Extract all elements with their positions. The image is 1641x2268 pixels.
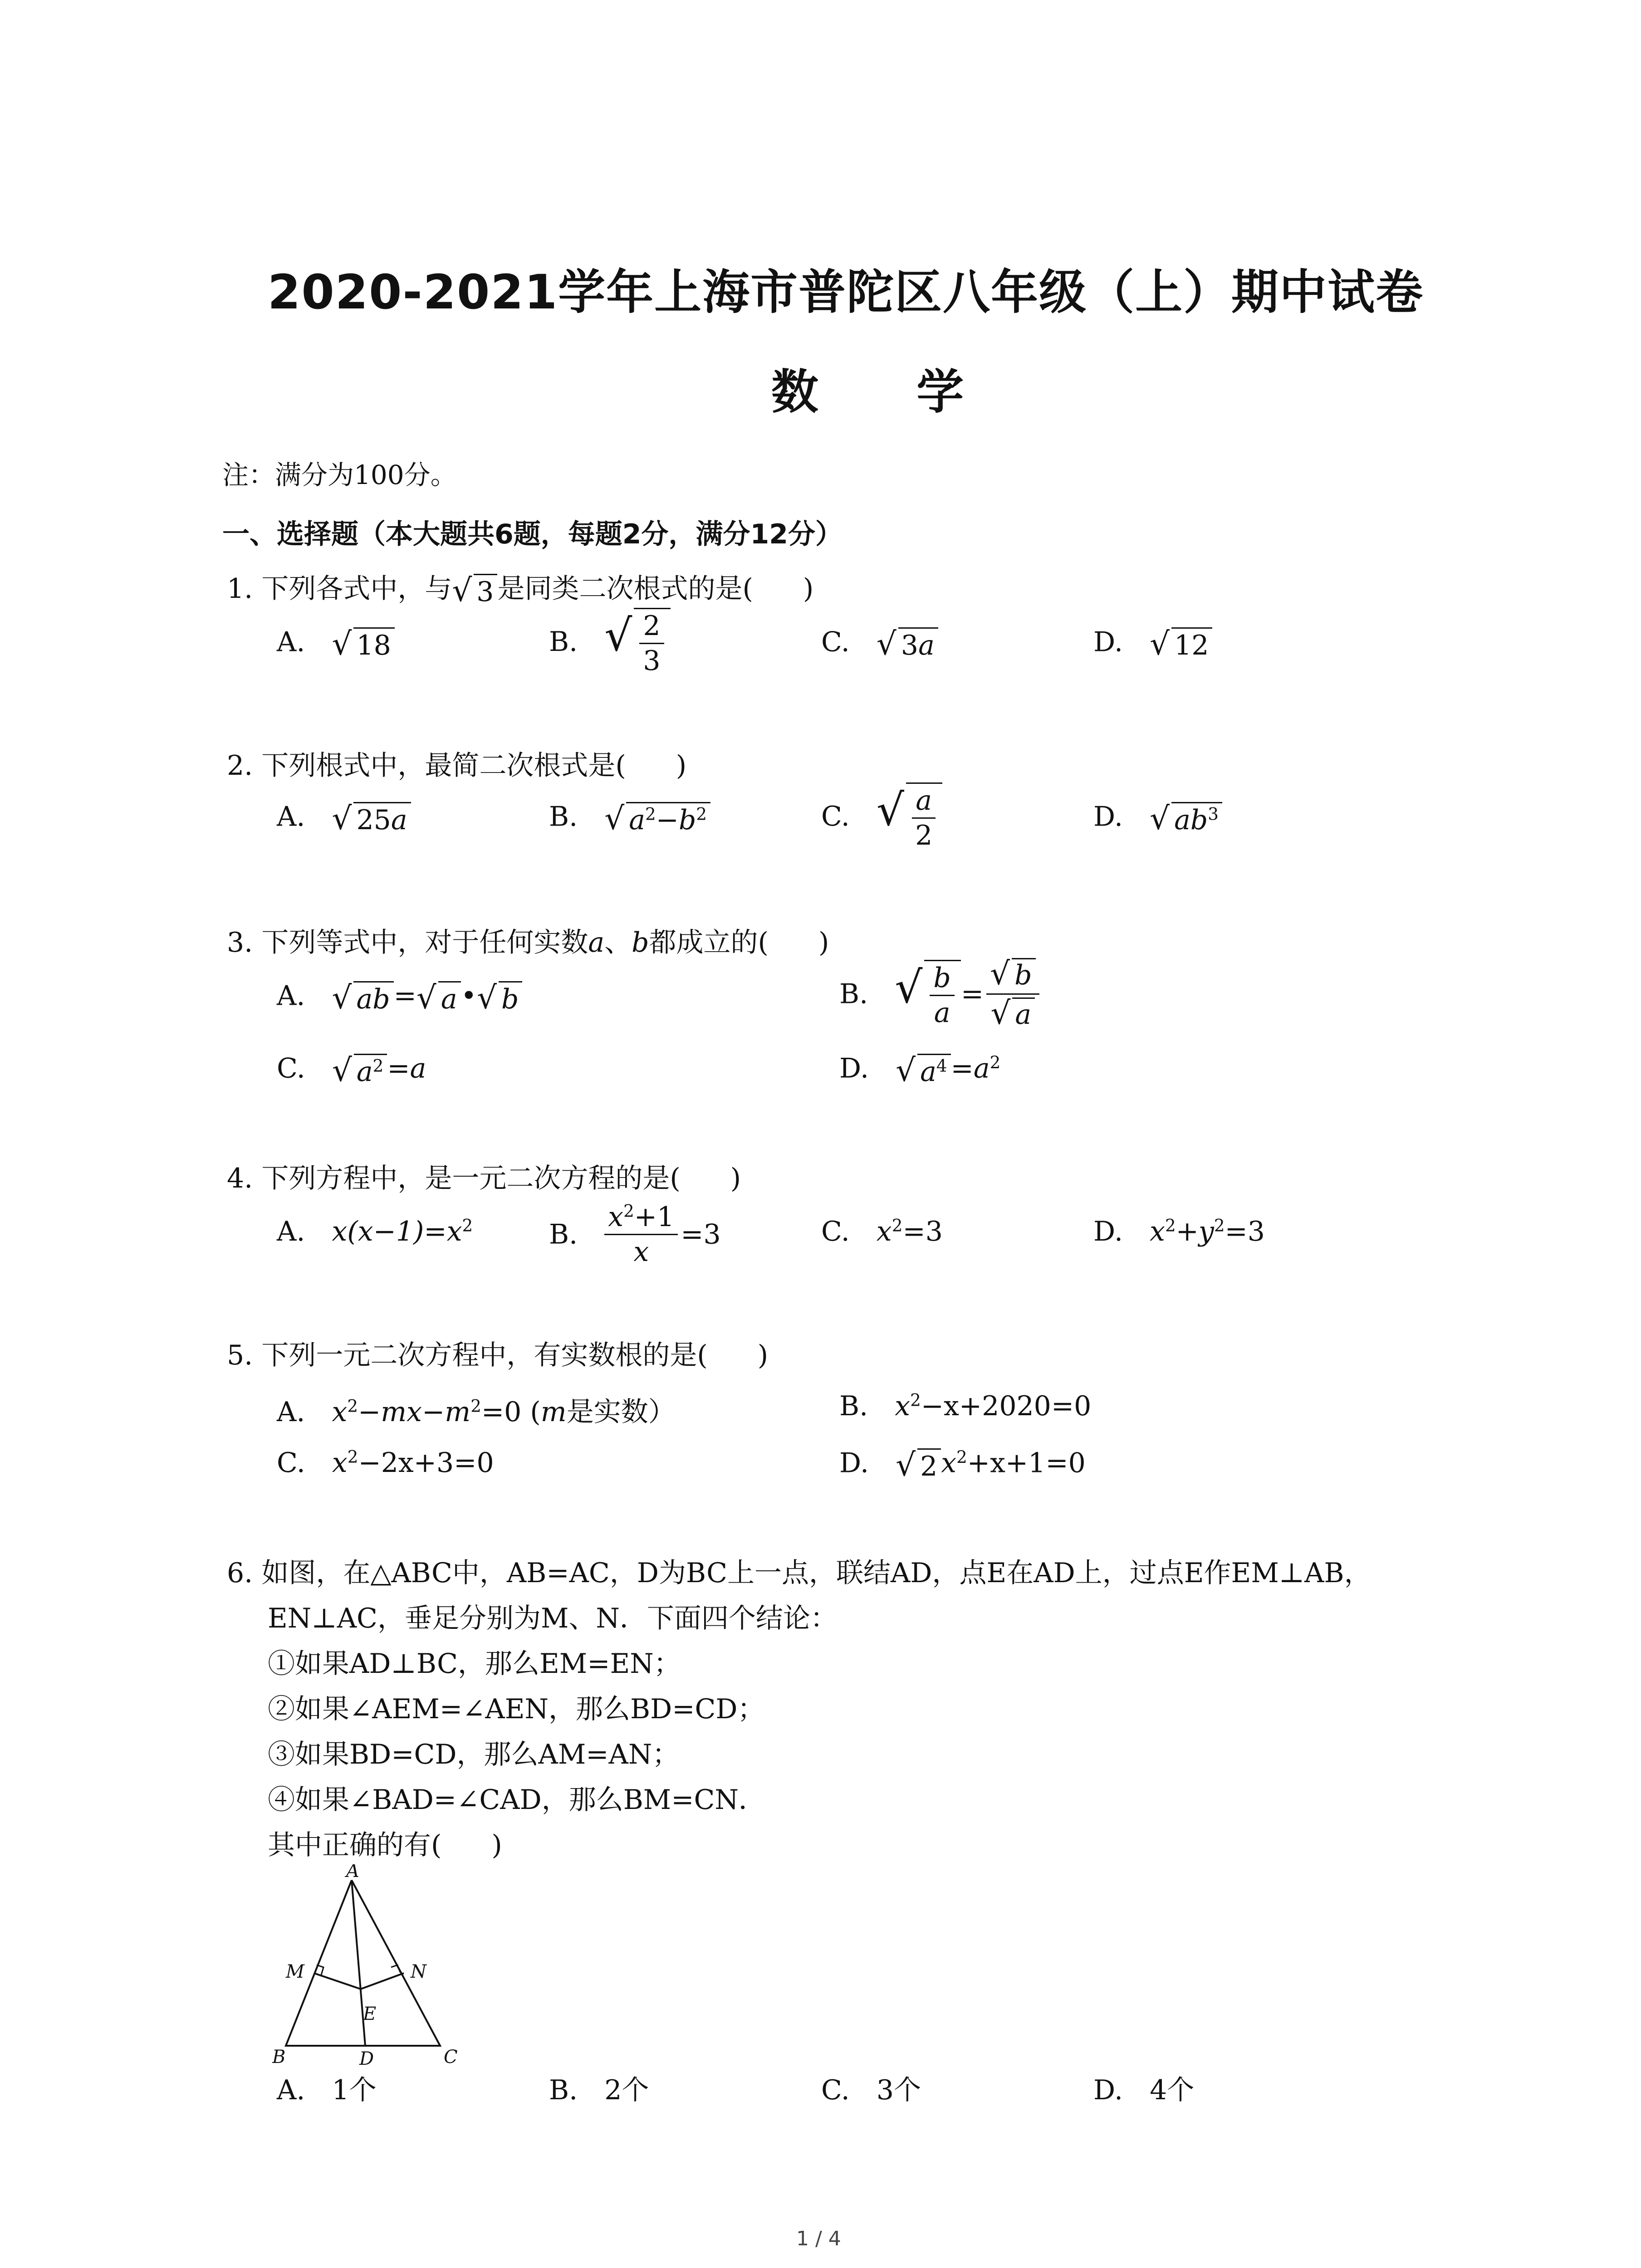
option-label: C. (821, 2074, 850, 2106)
option-label: A. (277, 626, 305, 658)
option-label: D. (1093, 801, 1123, 833)
q1-c-coef: 3 (901, 630, 919, 661)
q1-option-d[interactable] (1093, 626, 1212, 662)
option-label: C. (821, 801, 850, 832)
sqrt-a-squared: √ $a^2$ (332, 1052, 387, 1089)
q3-a-eq: = (393, 980, 416, 1012)
sqrt-a: √ a (416, 980, 461, 1016)
question-5-stem (227, 1334, 768, 1373)
sqrt-ab3: √ $ab^3$ (1150, 801, 1222, 837)
q3-stem-post: 都成立的( (649, 927, 769, 958)
q3-d-eq: =a (950, 1052, 990, 1085)
q1-d-radicand: 12 (1171, 627, 1212, 661)
q3-a-r2: b (501, 983, 519, 1015)
q4-b-fraction (604, 1202, 678, 1267)
option-label: D. (839, 1052, 869, 1085)
q5-b-exp: 2 (910, 1390, 921, 1410)
option-label: A. (277, 1396, 305, 1428)
sqrt-ab: √ ab (332, 980, 393, 1016)
question-6-line-1: 6. 如图，在△ABC中，AB=AC，D为BC上一点，联结AD，点E在AD上，过点E作EM⊥AB， (227, 1557, 1372, 1589)
q2-a-var: a (391, 804, 407, 836)
segment-en (361, 1973, 404, 1989)
q2-b-b-exp: 2 (696, 804, 707, 824)
q2-d-exp: 3 (1208, 804, 1219, 824)
triangle-figure (272, 1864, 463, 2073)
question-6-conclusion-2: ②如果∠AEM=∠AEN，那么BD=CD； (268, 1693, 765, 1725)
q6-close: ) (491, 1829, 502, 1861)
label-m: M (286, 1961, 304, 1982)
option-label: C. (277, 1447, 305, 1479)
question-3-stem (227, 921, 829, 960)
q1-option-b[interactable] (549, 608, 671, 676)
q5-d-x: x (941, 1447, 957, 1479)
q3-stem-b: b (632, 927, 649, 958)
q6-option-a[interactable] (277, 2068, 377, 2107)
q4-d-exp1: 2 (1165, 1215, 1176, 1236)
q5-option-a[interactable] (277, 1390, 676, 1429)
q3-option-c[interactable] (277, 1052, 426, 1089)
option-label: B. (549, 801, 578, 833)
q4-b-den: x (633, 1236, 649, 1268)
option-label: D. (839, 1447, 869, 1479)
q2-d-ab: ab (1174, 804, 1208, 836)
sqrt-3: √ 3 (452, 572, 497, 609)
q5-b-x: x (895, 1390, 911, 1422)
sqrt-2: √ 2 (896, 1447, 941, 1483)
option-label: B. (549, 1218, 578, 1251)
q3-stem-a: a (588, 927, 605, 958)
q5-d-rhs: +x+1=0 (967, 1447, 1086, 1479)
option-label: B. (549, 2074, 578, 2106)
q1-option-c[interactable] (821, 626, 938, 662)
q5-a-exp2: 2 (470, 1396, 481, 1416)
right-angle-n (391, 1965, 400, 1972)
q2-c-numerator: a (912, 786, 936, 819)
q2-option-c[interactable] (821, 782, 942, 850)
q5-d-radicand: 2 (917, 1448, 941, 1482)
question-1-stem (227, 567, 813, 609)
sqrt-b-over-sqrt-a: $\frac{√ b}{√ a}$ (986, 957, 1039, 1031)
q3-c-a: a (356, 1056, 373, 1088)
q4-close: ) (730, 1163, 741, 1194)
sqrt-3a: √ 3a (877, 626, 938, 662)
question-2-stem (227, 744, 686, 783)
q2-b-minus: − (656, 804, 679, 836)
q4-b-rhs: =3 (681, 1218, 721, 1251)
q3-b-rnum: b (1014, 959, 1032, 991)
q4-c-rhs: =3 (902, 1216, 943, 1247)
q2-option-b[interactable] (549, 801, 710, 837)
q5-a-m: m (540, 1396, 567, 1428)
q5-option-b[interactable] (839, 1390, 1091, 1422)
q4-stem-text: 4. 下列方程中，是一元二次方程的是( (227, 1163, 681, 1194)
option-text: 2个 (604, 2074, 649, 2106)
sqrt-two-thirds: √ $\frac{2}{3}$ (604, 608, 670, 676)
q4-option-d[interactable] (1093, 1216, 1265, 1247)
q3-option-d[interactable] (839, 1052, 1000, 1089)
question-6-conclusion-1: ①如果AD⊥BC，那么EM=EN； (268, 1648, 681, 1680)
option-label: C. (821, 626, 850, 658)
q5-d-exp: 2 (956, 1447, 967, 1467)
option-label: A. (277, 801, 305, 833)
q5-c-rhs: −2x+3=0 (358, 1447, 494, 1479)
q6-ask-text: 其中正确的有( (268, 1829, 442, 1861)
q4-b-num-x: x (608, 1201, 624, 1233)
q4-d-x: x (1150, 1216, 1165, 1247)
option-label: B. (839, 978, 868, 1010)
q3-option-a[interactable] (277, 980, 522, 1016)
q1-stem-radicand: 3 (474, 574, 497, 608)
q4-option-c[interactable] (821, 1216, 943, 1247)
q2-b-a: a (629, 804, 645, 836)
question-6-conclusion-4: ④如果∠BAD=∠CAD，那么BM=CN． (268, 1784, 766, 1816)
q4-c-x: x (876, 1216, 892, 1247)
segment-em (314, 1973, 361, 1989)
q3-d-rexp: 2 (989, 1052, 1001, 1073)
option-label: C. (277, 1052, 305, 1085)
q1-c-var: a (918, 630, 935, 661)
label-d: D (359, 2048, 374, 2069)
q5-a-x: x (332, 1396, 348, 1428)
sqrt-18: √ 18 (332, 626, 394, 662)
q4-a-expr: x(x−1)=x (332, 1216, 462, 1247)
q3-a-lhs: ab (356, 983, 390, 1015)
sqrt-12: √ 12 (1150, 626, 1212, 662)
q5-option-c[interactable] (277, 1447, 494, 1479)
q1-option-a[interactable] (277, 626, 395, 662)
q3-b-num: b (930, 963, 954, 996)
label-n: N (411, 1961, 426, 1982)
q4-option-a[interactable] (277, 1216, 473, 1247)
option-label: D. (1093, 626, 1123, 658)
q3-b-rden: a (1015, 998, 1032, 1031)
sqrt-25a: √ 25a (332, 801, 411, 837)
q3-option-b[interactable] (839, 957, 1042, 1031)
q3-c-rhs: =a (387, 1052, 426, 1085)
q3-b-eq: = (960, 978, 984, 1010)
label-a: A (346, 1864, 359, 1882)
option-text: 4个 (1150, 2074, 1195, 2106)
score-note: 注：满分为100分。 (222, 459, 457, 490)
option-label: A. (277, 2074, 305, 2106)
q5-a-mid: −mx−m (358, 1396, 471, 1428)
q4-b-num-post: +1 (634, 1201, 675, 1233)
question-4-stem (227, 1157, 741, 1196)
exam-title: 2020-2021学年上海市普陀区八年级（上）期中试卷 (268, 264, 1424, 320)
sqrt-a-over-2: √ $\frac{a}{2}$ (877, 782, 942, 850)
q3-stem-mid: 、 (604, 927, 632, 958)
q1-stem-pre: 1. 下列各式中，与 (227, 573, 452, 605)
q1-a-radicand: 18 (353, 627, 394, 661)
q5-a-tail: 是实数） (566, 1396, 676, 1428)
label-b: B (272, 2047, 286, 2068)
q3-close: ) (818, 927, 829, 958)
label-e: E (363, 2004, 377, 2024)
q3-b-den: a (934, 997, 950, 1029)
q3-d-exp: 4 (936, 1056, 947, 1076)
option-label: A. (277, 1216, 305, 1247)
q3-a-dot: • (460, 980, 477, 1012)
q5-c-exp: 2 (347, 1447, 358, 1467)
q4-d-mid: +y (1176, 1216, 1214, 1247)
question-6-conclusion-3: ③如果BD=CD，那么AM=AN； (268, 1739, 680, 1770)
q6-option-b[interactable] (549, 2068, 649, 2107)
q2-stem-text: 2. 下列根式中，最简二次根式是( (227, 750, 626, 782)
sqrt-b: √ b (477, 980, 522, 1016)
sqrt-a2-minus-b2: √ $a^2-b^2$ (604, 801, 710, 837)
q1-stem-post: 是同类二次根式的是( (497, 573, 753, 605)
sqrt-b-over-a: √ $\frac{b}{a}$ (895, 960, 961, 1028)
q2-b-a-exp: 2 (645, 804, 656, 824)
option-label: C. (821, 1216, 850, 1247)
q3-c-exp: 2 (372, 1056, 384, 1076)
q5-a-rhs: =0 ( (481, 1396, 541, 1428)
q3-a-r1: a (441, 983, 457, 1015)
section-1-heading: 一、选择题（本大题共6题，每题2分，满分12分） (222, 518, 843, 550)
option-text: 1个 (332, 2074, 377, 2106)
option-label: B. (839, 1390, 868, 1422)
q5-a-exp1: 2 (347, 1396, 358, 1416)
page-number: 1 / 4 (796, 2227, 841, 2250)
q5-stem-text: 5. 下列一元二次方程中，有实数根的是( (227, 1339, 708, 1371)
q4-option-b[interactable] (549, 1202, 721, 1267)
q5-option-d[interactable] (839, 1447, 1086, 1483)
q5-b-rhs: −x+2020=0 (921, 1390, 1092, 1422)
option-label: D. (1093, 1216, 1123, 1247)
q4-d-rhs: =3 (1225, 1216, 1265, 1247)
q2-b-b: b (678, 804, 696, 836)
q2-option-d[interactable] (1093, 801, 1222, 837)
q6-option-d[interactable] (1093, 2068, 1194, 2107)
q2-a-coef: 25 (356, 804, 391, 836)
q5-c-x: x (332, 1447, 348, 1479)
q6-option-c[interactable] (821, 2068, 921, 2107)
q2-c-denominator: 2 (915, 820, 933, 851)
q5-close: ) (757, 1339, 769, 1371)
q4-b-num-exp: 2 (623, 1201, 634, 1221)
q1-b-numerator: 2 (639, 611, 664, 644)
option-label: B. (549, 626, 578, 658)
q2-close: ) (676, 750, 687, 782)
q1-b-denominator: 3 (643, 645, 661, 677)
q4-c-exp: 2 (892, 1215, 903, 1236)
q1-close: ) (803, 573, 814, 605)
question-6-line-2: EN⊥AC，垂足分别为M、N．下面四个结论： (268, 1603, 838, 1634)
option-label: A. (277, 980, 305, 1012)
q4-a-exp: 2 (462, 1215, 473, 1236)
q4-d-exp2: 2 (1214, 1215, 1225, 1236)
q3-stem-pre: 3. 下列等式中，对于任何实数 (227, 927, 588, 958)
sqrt-a-fourth: √ $a^4$ (896, 1052, 950, 1089)
option-label: D. (1093, 2074, 1123, 2106)
question-6-ask (268, 1823, 502, 1862)
subject-title: 数 学 (771, 364, 1005, 420)
q3-d-a: a (920, 1056, 936, 1088)
label-c: C (444, 2047, 458, 2068)
option-text: 3个 (876, 2074, 921, 2106)
q2-option-a[interactable] (277, 801, 411, 837)
